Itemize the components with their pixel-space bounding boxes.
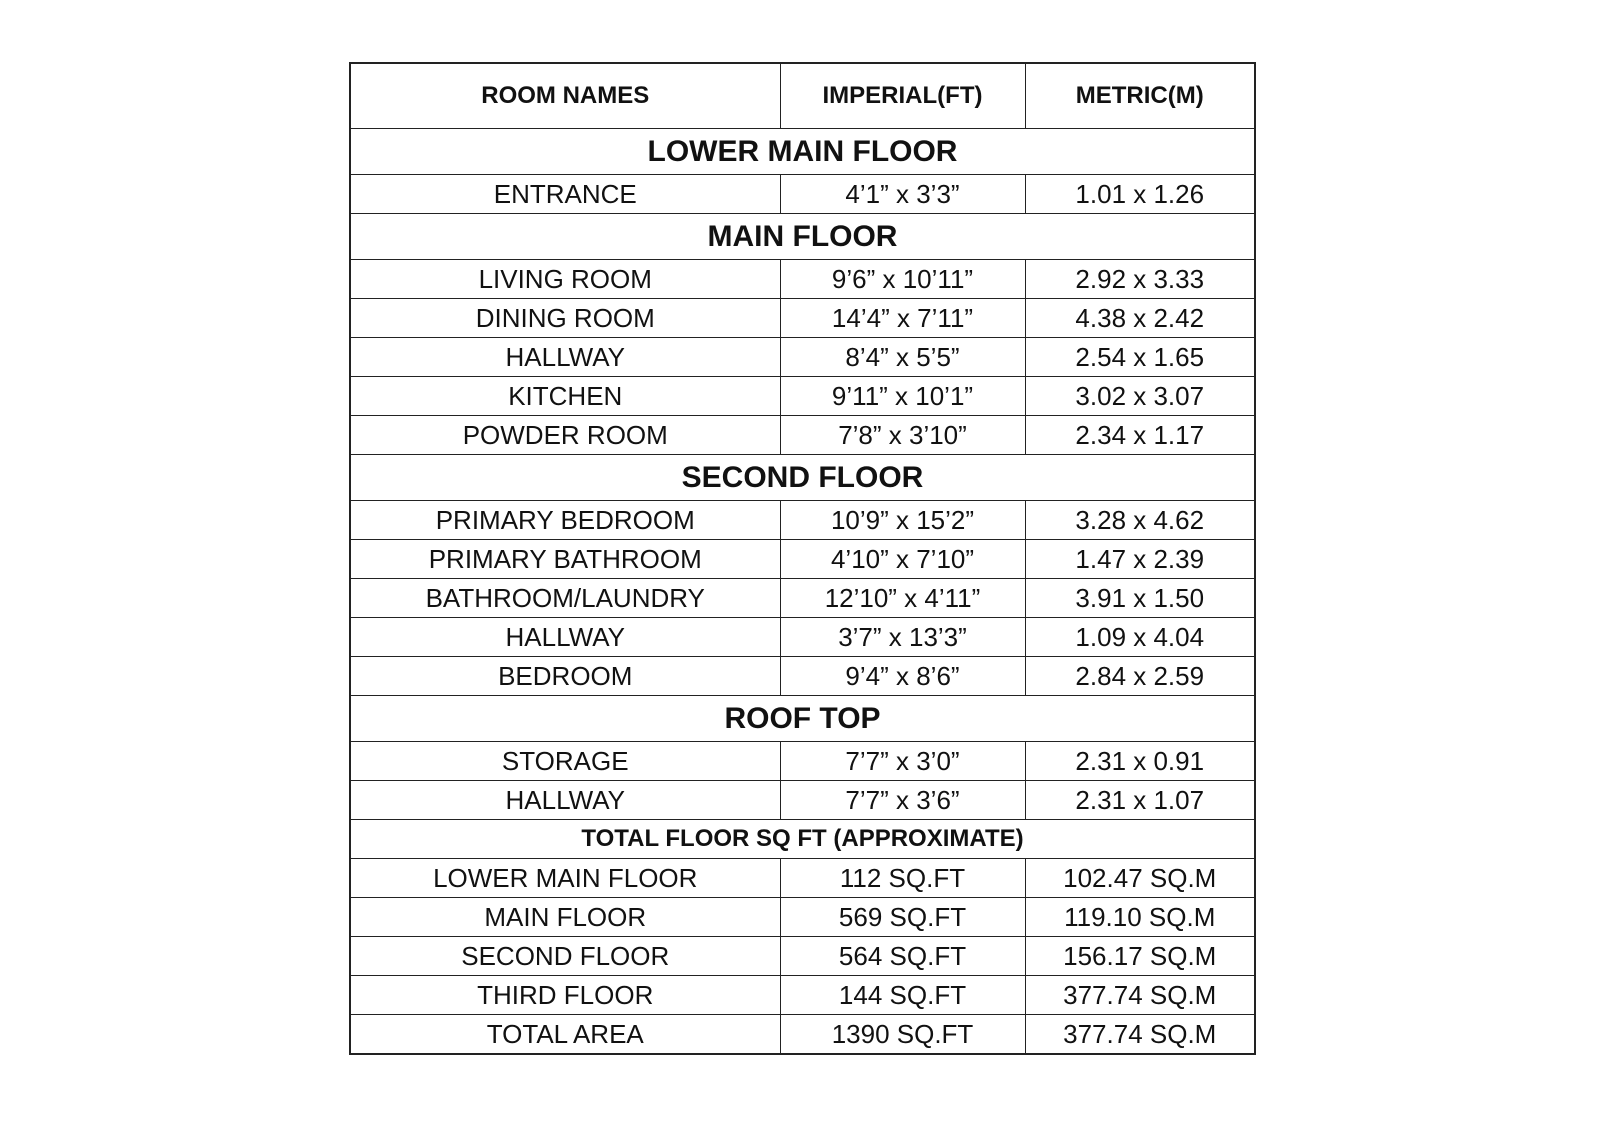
room-name-cell: PRIMARY BATHROOM [350,540,780,579]
imperial-cell: 4’1” x 3’3” [780,175,1025,214]
room-name-cell: DINING ROOM [350,299,780,338]
table-row [350,579,1255,618]
room-name-cell: SECOND FLOOR [350,937,780,976]
imperial-cell: 112 SQ.FT [780,859,1025,898]
metric-cell: 1.09 x 4.04 [1025,618,1255,657]
imperial-cell: 564 SQ.FT [780,937,1025,976]
table-row [350,937,1255,976]
table-row [350,175,1255,214]
table-row [350,377,1255,416]
section-title: TOTAL FLOOR SQ FT (APPROXIMATE) [350,820,1255,859]
imperial-cell: 10’9” x 15’2” [780,501,1025,540]
table-row [350,657,1255,696]
metric-cell: 377.74 SQ.M [1025,1015,1255,1055]
imperial-cell: 9’11” x 10’1” [780,377,1025,416]
metric-cell: 4.38 x 2.42 [1025,299,1255,338]
metric-cell: 1.47 x 2.39 [1025,540,1255,579]
room-name-cell: MAIN FLOOR [350,898,780,937]
room-dimensions-table [349,62,1256,1055]
imperial-cell: 1390 SQ.FT [780,1015,1025,1055]
table-row [350,416,1255,455]
room-name-cell: BEDROOM [350,657,780,696]
table-header-row [350,63,1255,129]
imperial-cell: 9’6” x 10’11” [780,260,1025,299]
section-title: SECOND FLOOR [350,455,1255,501]
room-name-cell: LOWER MAIN FLOOR [350,859,780,898]
table-row [350,501,1255,540]
table-row [350,781,1255,820]
metric-cell: 2.31 x 1.07 [1025,781,1255,820]
table-row [350,540,1255,579]
table-row [350,618,1255,657]
room-name-cell: HALLWAY [350,781,780,820]
room-name-cell: TOTAL AREA [350,1015,780,1055]
table-row [350,898,1255,937]
metric-cell: 2.54 x 1.65 [1025,338,1255,377]
imperial-cell: 7’8” x 3’10” [780,416,1025,455]
section-header-row [350,214,1255,260]
imperial-cell: 7’7” x 3’6” [780,781,1025,820]
imperial-cell: 3’7” x 13’3” [780,618,1025,657]
metric-cell: 3.02 x 3.07 [1025,377,1255,416]
room-name-cell: ENTRANCE [350,175,780,214]
section-header-row [350,455,1255,501]
table-row [350,260,1255,299]
room-name-cell: THIRD FLOOR [350,976,780,1015]
section-title: LOWER MAIN FLOOR [350,129,1255,175]
metric-cell: 3.91 x 1.50 [1025,579,1255,618]
room-name-cell: POWDER ROOM [350,416,780,455]
imperial-cell: 569 SQ.FT [780,898,1025,937]
imperial-cell: 12’10” x 4’11” [780,579,1025,618]
imperial-cell: 7’7” x 3’0” [780,742,1025,781]
imperial-cell: 14’4” x 7’11” [780,299,1025,338]
header-room-names: ROOM NAMES [350,63,780,129]
header-metric: METRIC(M) [1025,63,1255,129]
imperial-cell: 9’4” x 8’6” [780,657,1025,696]
metric-cell: 156.17 SQ.M [1025,937,1255,976]
metric-cell: 377.74 SQ.M [1025,976,1255,1015]
metric-cell: 2.84 x 2.59 [1025,657,1255,696]
table-row [350,859,1255,898]
metric-cell: 2.31 x 0.91 [1025,742,1255,781]
section-header-row [350,129,1255,175]
metric-cell: 1.01 x 1.26 [1025,175,1255,214]
room-name-cell: KITCHEN [350,377,780,416]
table-row [350,1015,1255,1055]
metric-cell: 3.28 x 4.62 [1025,501,1255,540]
table-row [350,976,1255,1015]
table-body [350,129,1255,1055]
room-name-cell: LIVING ROOM [350,260,780,299]
imperial-cell: 144 SQ.FT [780,976,1025,1015]
room-name-cell: HALLWAY [350,338,780,377]
room-name-cell: STORAGE [350,742,780,781]
metric-cell: 119.10 SQ.M [1025,898,1255,937]
section-header-row [350,696,1255,742]
room-name-cell: PRIMARY BEDROOM [350,501,780,540]
table-row [350,338,1255,377]
section-title: MAIN FLOOR [350,214,1255,260]
section-title: ROOF TOP [350,696,1255,742]
imperial-cell: 4’10” x 7’10” [780,540,1025,579]
metric-cell: 102.47 SQ.M [1025,859,1255,898]
header-imperial: IMPERIAL(FT) [780,63,1025,129]
metric-cell: 2.34 x 1.17 [1025,416,1255,455]
imperial-cell: 8’4” x 5’5” [780,338,1025,377]
metric-cell: 2.92 x 3.33 [1025,260,1255,299]
table-row [350,742,1255,781]
room-name-cell: BATHROOM/LAUNDRY [350,579,780,618]
section-header-row [350,820,1255,859]
room-name-cell: HALLWAY [350,618,780,657]
table-row [350,299,1255,338]
